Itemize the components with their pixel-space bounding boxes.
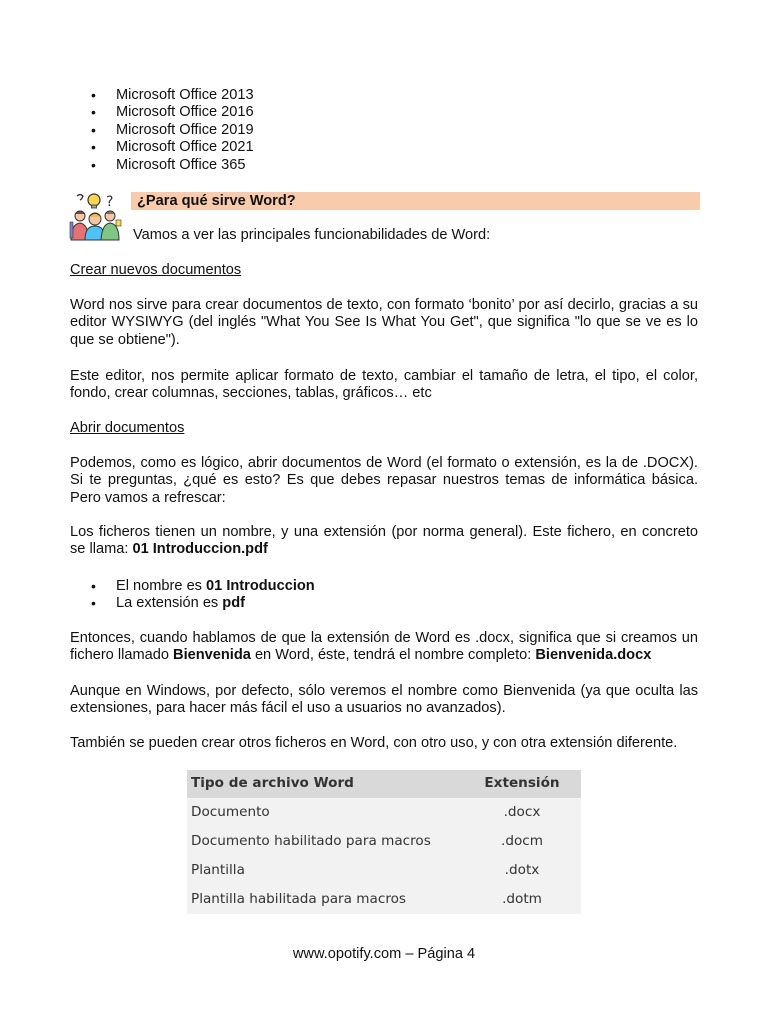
abrir-heading: Abrir documentos (70, 420, 185, 436)
section-heading: ¿Para qué sirve Word? (131, 192, 700, 210)
paragraph-text: Entonces, cuando hablamos de que la extensión de Word es .docx, significa que si creamos un fichero llamado (70, 630, 698, 664)
abrir-paragraph-2 (70, 524, 698, 559)
list-item (70, 578, 315, 595)
table-cell: .dotx (463, 856, 581, 885)
paragraph-text: Los ficheros tienen un nombre, y una extensión (por norma general). Este fichero, en concreto se llama: (70, 524, 698, 558)
abrir-paragraph-1: Podemos, como es lógico, abrir documentos de Word (el formato o extensión, es la de .DOCX). Si te preguntas, ¿qué es esto? Es que debes repasar nuestros temas de informática básica. Pero vamos a refrescar: (70, 455, 698, 506)
list-item: • Microsoft Office 365 (70, 157, 254, 174)
people-ideas-icon (68, 192, 122, 242)
full-file-name: Bienvenida.docx (535, 647, 652, 664)
table-cell: Plantilla habilitada para macros (187, 885, 463, 914)
table-header-row (187, 770, 581, 798)
list-item-text: La extensión es (116, 595, 223, 612)
office-versions-list (70, 87, 254, 174)
column-header: Extensión (463, 770, 581, 798)
table-cell: Plantilla (187, 856, 463, 885)
list-item: • Microsoft Office 2016 (70, 104, 254, 121)
table-cell: Documento (187, 798, 463, 827)
list-item: • Microsoft Office 2021 (70, 139, 254, 156)
file-types-table (187, 770, 581, 914)
crear-heading: Crear nuevos documentos (70, 262, 242, 278)
table-row (187, 885, 581, 914)
paragraph-text: en Word, éste, tendrá el nombre completo: (250, 647, 536, 664)
svg-text:?: ? (106, 194, 114, 210)
list-item: • Microsoft Office 2013 (70, 87, 254, 104)
file-name: 01 Introduccion.pdf (132, 541, 268, 558)
list-item-bold: 01 Introduccion (206, 578, 315, 594)
table-cell: .docm (463, 827, 581, 856)
abrir-paragraph-4: Aunque en Windows, por defecto, sólo veremos el nombre como Bienvenida (ya que oculta las extensiones, para hacer más fácil el uso a usuarios no avanzados). (70, 683, 698, 717)
file-parts-list (70, 578, 315, 613)
section-intro: Vamos a ver las principales funcionabilidades de Word: (133, 227, 491, 243)
list-item-bold: pdf (222, 595, 245, 612)
crear-paragraph-2: Este editor, nos permite aplicar formato de texto, cambiar el tamaño de letra, el tipo, el color, fondo, crear columnas, secciones, tablas, gráficos… etc (70, 368, 698, 402)
page-footer: www.opotify.com – Página 4 (292, 946, 476, 962)
file-name: Bienvenida (173, 647, 251, 664)
list-item-text: El nombre es (116, 578, 207, 594)
table-cell: .dotm (463, 885, 581, 914)
crear-paragraph-1: Word nos sirve para crear documentos de texto, con formato ‘bonito’ por así decirlo, gracias a su editor WYSIWYG (del inglés "What You See Is What You Get", que significa "lo que se ve es lo que se obtiene"). (70, 297, 698, 348)
table-cell: Documento habilitado para macros (187, 827, 463, 856)
abrir-paragraph-3 (70, 630, 698, 665)
column-header: Tipo de archivo Word (187, 770, 463, 798)
table-row (187, 827, 581, 856)
list-item (70, 595, 315, 612)
list-item: • Microsoft Office 2019 (70, 122, 254, 139)
table-row (187, 856, 581, 885)
abrir-paragraph-5: También se pueden crear otros ficheros en Word, con otro uso, y con otra extensión diferente. (70, 735, 678, 751)
table-row (187, 798, 581, 827)
table-cell: .docx (463, 798, 581, 827)
